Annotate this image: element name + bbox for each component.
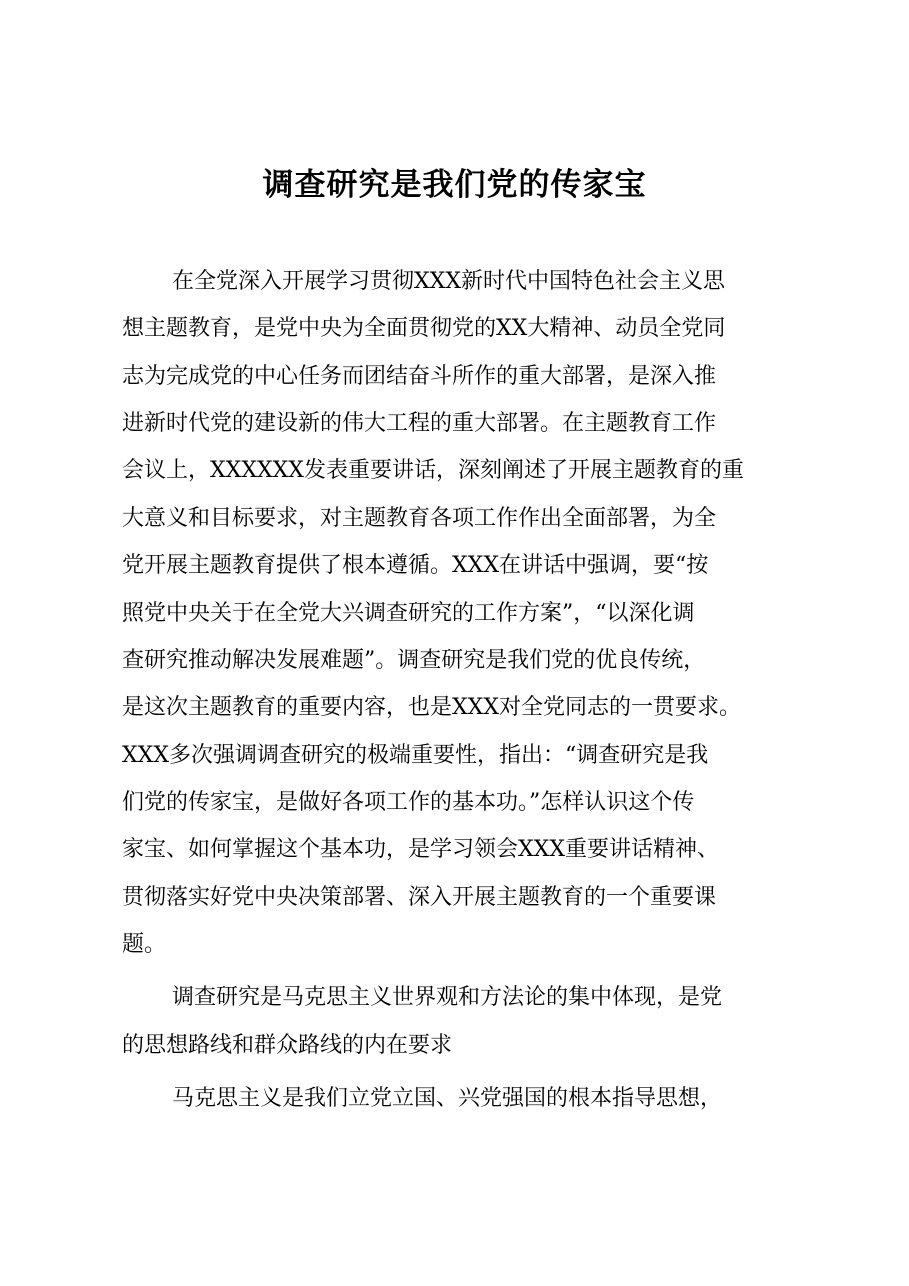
text-line: 是这次主题教育的重要内容，也是XXX对全党同志的一贯要求。 (122, 695, 741, 720)
text-line: 家宝、如何掌握这个基本功，是学习领会XXX重要讲话精神、 (122, 837, 719, 862)
text-line: 照党中央关于在全党大兴调查研究的工作方案”，“以深化调 (122, 601, 695, 626)
text-line: 贯彻落实好党中央决策部署、深入开展主题教育的一个重要课 (122, 885, 717, 910)
text-line: 会议上，XXXXXX发表重要讲话，深刻阐述了开展主题教育的重 (122, 458, 744, 483)
text-line: 题。 (122, 932, 167, 957)
text-line: 马克思主义是我们立党立国、兴党强国的根本指导思想， (172, 1086, 723, 1111)
text-line: 们党的传家宝，是做好各项工作的基本功。”怎样认识这个传 (122, 790, 695, 815)
text-line: 查研究推动解决发展难题”。调查研究是我们党的优良传统， (122, 648, 706, 673)
text-line: 进新时代党的建设新的伟大工程的重大部署。在主题教育工作 (122, 411, 717, 436)
text-line: 在全党深入开展学习贯彻XXX新时代中国特色社会主义思 (172, 269, 725, 294)
text-line: 的思想路线和群众路线的内在要求 (122, 1033, 453, 1058)
text-line: XXX多次强调调查研究的极端重要性，指出：“调查研究是我 (122, 743, 709, 768)
text-line: 志为完成党的中心任务而团结奋斗所作的重大部署，是深入推 (122, 364, 717, 389)
text-line: 调查研究是马克思主义世界观和方法论的集中体现，是党 (172, 985, 723, 1010)
text-line: 想主题教育，是党中央为全面贯彻党的XX大精神、动员全党同 (122, 316, 726, 341)
text-line: 大意义和目标要求，对主题教育各项工作作出全面部署，为全 (122, 506, 717, 531)
document-title: 调查研究是我们党的传家宝 (262, 167, 647, 203)
text-line: 党开展主题教育提供了根本遵循。XXX在讲话中强调，要“按 (122, 553, 709, 578)
